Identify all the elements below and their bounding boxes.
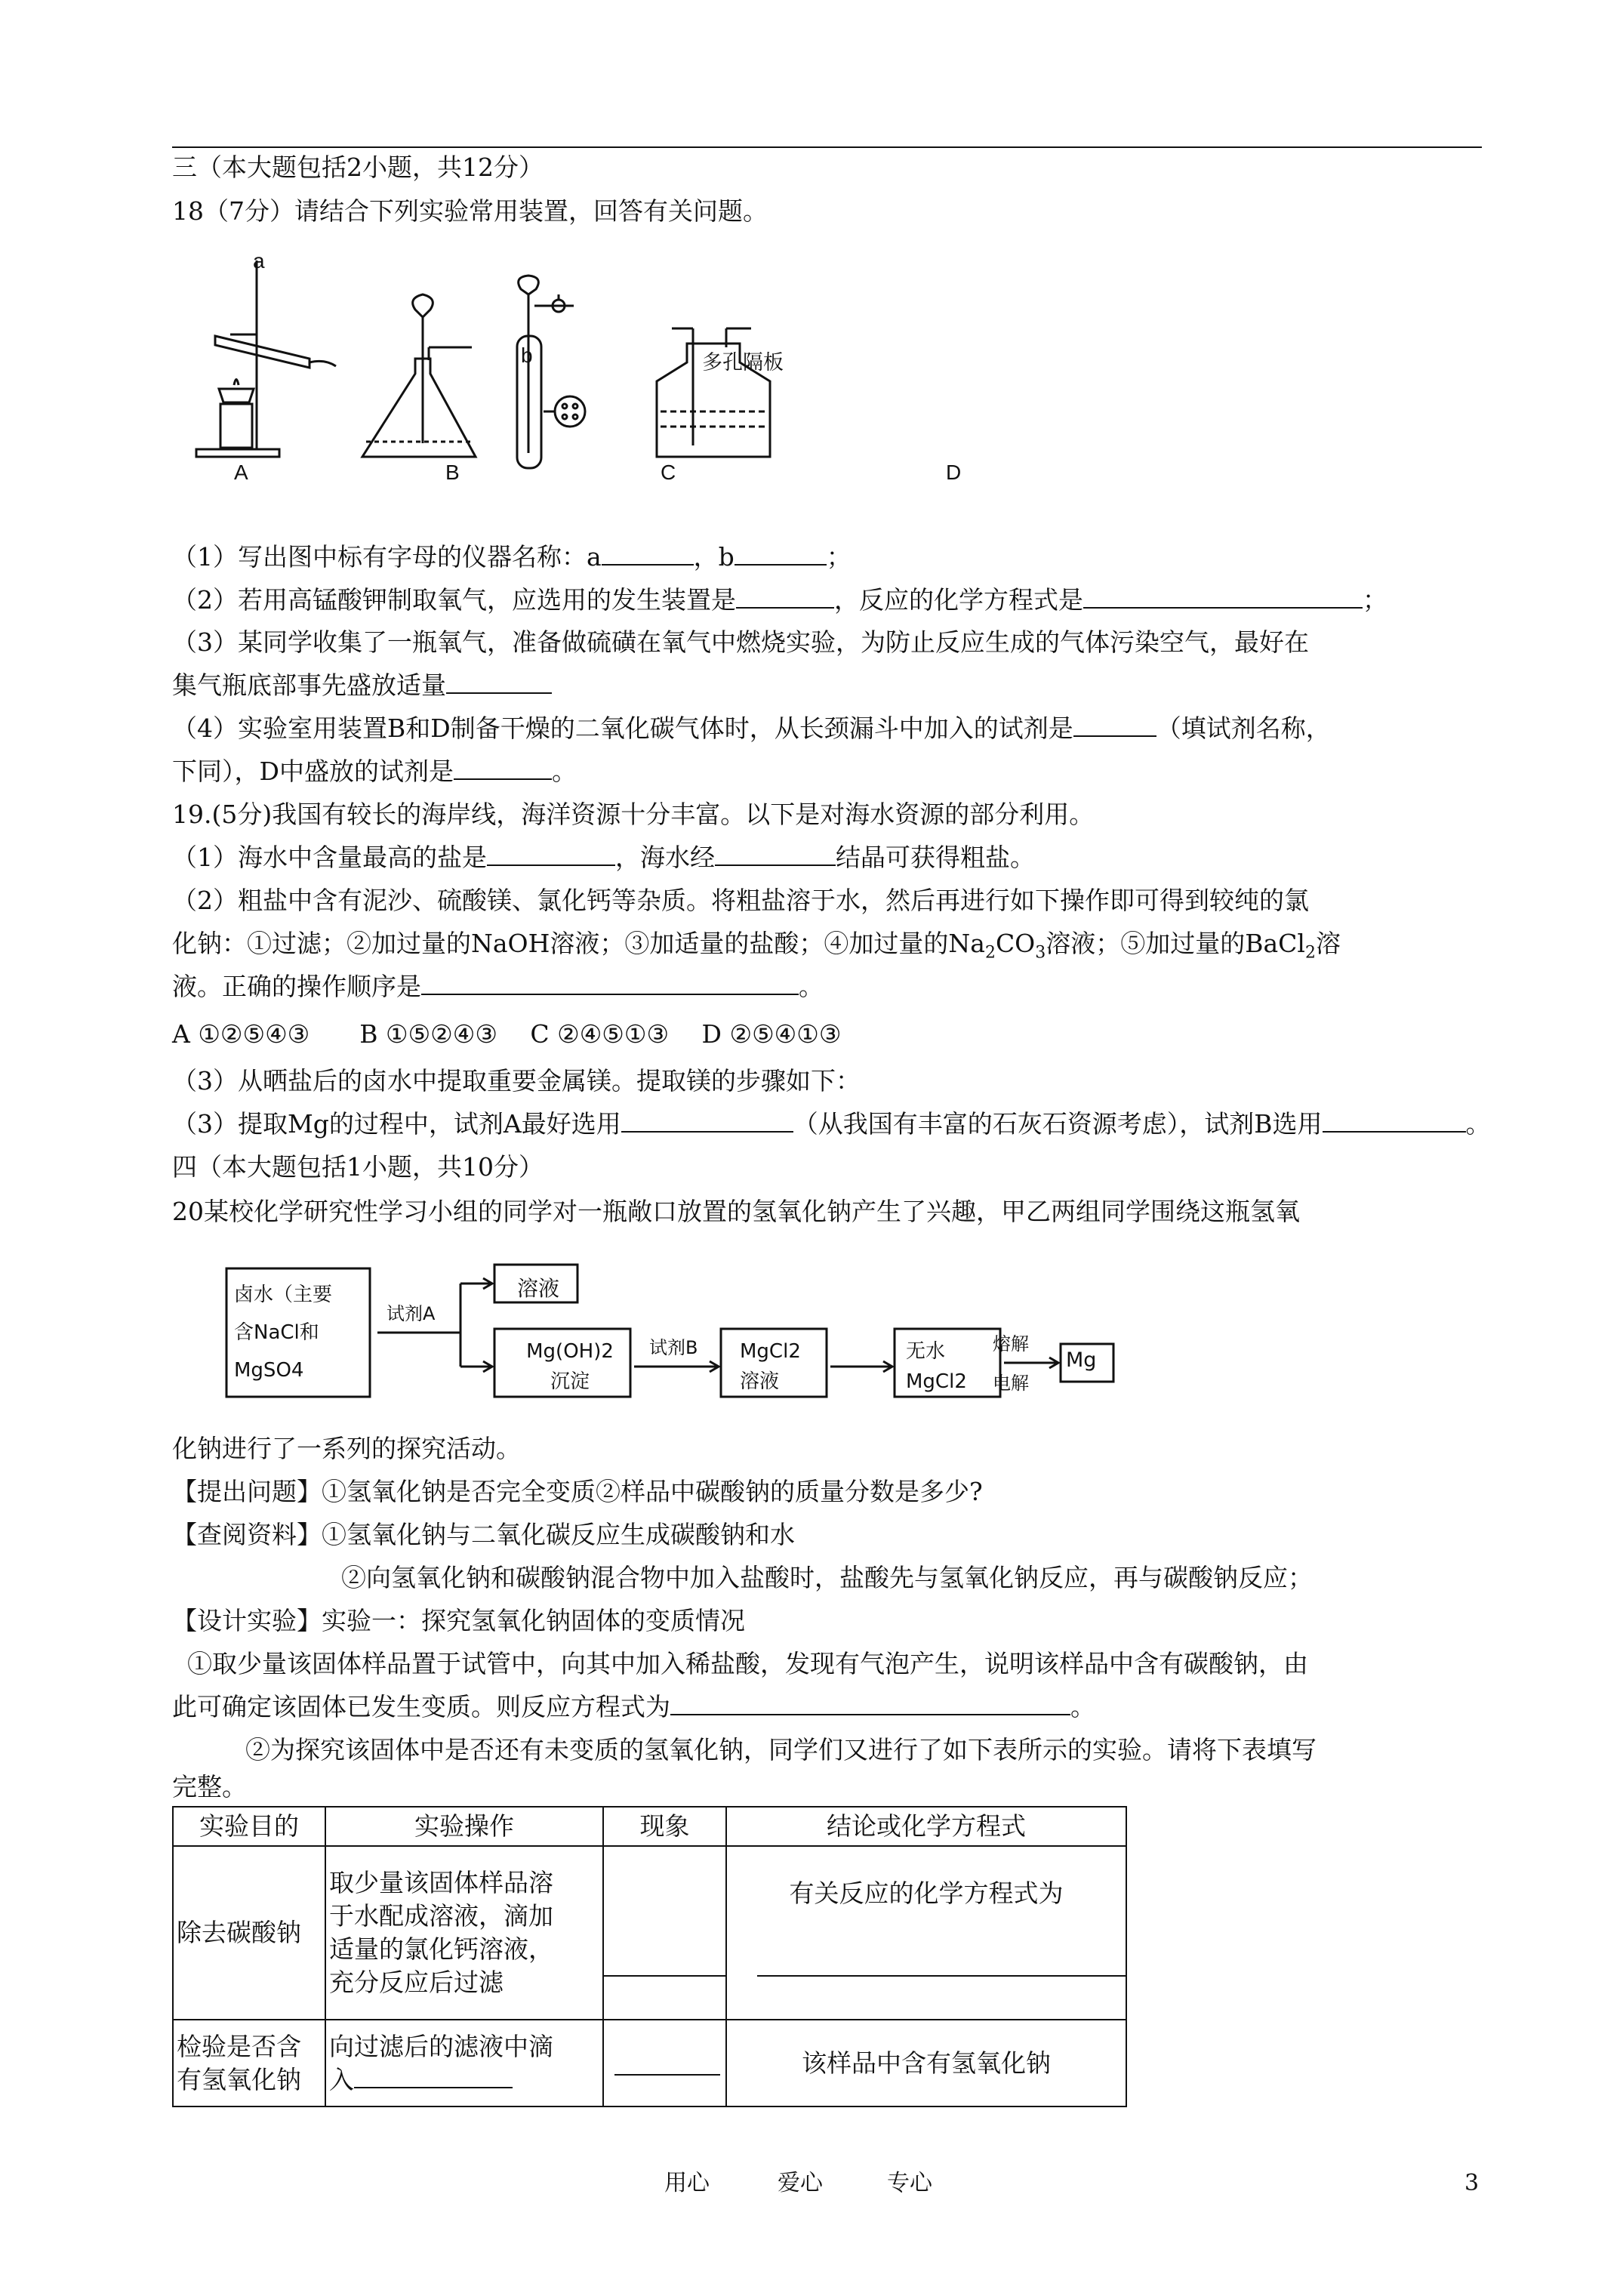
q20-question: 【提出问题】①氢氧化钠是否完全变质②样品中碳酸钠的质量分数是多少? [172, 1477, 983, 1506]
answer-blank[interactable] [446, 670, 552, 694]
answer-blank[interactable] [670, 1691, 1070, 1715]
flow-electrolysis: 电解 [993, 1373, 1029, 1394]
answer-blank[interactable] [602, 541, 694, 566]
q20-stem-b: 化钠进行了一系列的探究活动。 [172, 1434, 521, 1463]
q18-p2: （2）若用高锰酸钾制取氧气，应选用的发生装置是 ，反应的化学方程式是 ； [172, 585, 1387, 615]
q20-d2a: ②为探究该固体中是否还有未变质的氢氧化钠，同学们又进行了如下表所示的实验。请将下表填写 [245, 1735, 1317, 1764]
q19-p2a: （2）粗盐中含有泥沙、硫酸镁、氯化钙等杂质。将粗盐溶于水，然后再进行如下操作即可得到较纯的氯 [172, 886, 1309, 915]
q19-p1: （1）海水中含量最高的盐是 ，海水经 结晶可获得粗盐。 [172, 843, 1035, 872]
apparatus-figure [189, 245, 1004, 495]
q18-p3b: 集气瓶底部事先盛放适量 [172, 669, 552, 702]
q20-d2b: 完整。 [172, 1772, 247, 1801]
q19-p2c: 液。正确的操作顺序是 。 [172, 972, 824, 1001]
page-number: 3 [1464, 2170, 1480, 2196]
answer-blank[interactable] [454, 756, 552, 780]
fig-label-B: B [445, 461, 460, 484]
flow-reagent-a: 试剂A [387, 1303, 436, 1324]
q20-info-1: 【查阅资料】①氢氧化钠与二氧化碳反应生成碳酸钠和水 [172, 1520, 795, 1549]
row1-conclusion[interactable]: 有关反应的化学方程式为 [726, 1846, 1126, 2020]
q18-p1: （1）写出图中标有字母的仪器名称：a ，b ； [172, 542, 852, 572]
fig-label-A: A [234, 461, 248, 484]
footer-item: 爱心 [778, 2170, 823, 2196]
answer-blank[interactable] [735, 541, 827, 566]
row2-purpose: 检验是否含 有氢氧化钠 [173, 2020, 325, 2106]
q20-stem-a: 20某校化学研究性学习小组的同学对一瓶敞口放置的氢氧化钠产生了兴趣，甲乙两组同学围绕这瓶氢氧 [172, 1197, 1300, 1226]
q20-d1b: 此可确定该固体已发生变质。则反应方程式为 。 [172, 1692, 1095, 1721]
section-4-heading: 四（本大题包括1小题，共10分） [172, 1152, 544, 1182]
answer-blank[interactable] [621, 1108, 793, 1133]
flow-mg: Mg [1066, 1348, 1097, 1372]
footer-item: 专心 [887, 2170, 932, 2196]
row2-conclusion: 该样品中含有氢氧化钠 [726, 2020, 1126, 2106]
th-conclusion: 结论或化学方程式 [726, 1807, 1126, 1846]
answer-blank[interactable] [421, 971, 799, 995]
table-row [173, 2020, 1126, 2106]
answer-blank[interactable] [354, 2064, 513, 2088]
q19-p3b: （3）提取Mg的过程中，试剂A最好选用 （从我国有丰富的石灰石资源考虑），试剂B选用 。 [172, 1109, 1491, 1139]
th-purpose: 实验目的 [173, 1807, 325, 1846]
flow-anhydrous-mgcl2: 无水 MgCl2 [906, 1340, 967, 1393]
section-3-heading: 三（本大题包括2小题，共12分） [172, 153, 544, 182]
flow-mgcl2-solution: MgCl2 溶液 [740, 1340, 801, 1393]
answer-blank[interactable] [1083, 584, 1363, 609]
q19-p3: （3）从晒盐后的卤水中提取重要金属镁。提取镁的步骤如下： [172, 1066, 861, 1096]
row1-operation: 取少量该固体样品溶 于水配成溶液，滴加 适量的氯化钙溶液， 充分反应后过滤 [325, 1846, 603, 2020]
footer-item: 用心 [664, 2170, 710, 2196]
q20-design: 【设计实验】实验一：探究氢氧化钠固体的变质情况 [172, 1606, 745, 1635]
answer-blank[interactable] [1073, 713, 1156, 737]
q18-p4a: （4）实验室用装置B和D制备干燥的二氧化碳气体时，从长颈漏斗中加入的试剂是 （填试剂名称， [172, 713, 1331, 743]
table-row [173, 1846, 1126, 2020]
flow-reagent-b: 试剂B [649, 1337, 698, 1358]
q19-options: A ①②⑤④③ B ①⑤②④③ C ②④⑤①③ D ②⑤④①③ [172, 1019, 842, 1049]
label-a: a [253, 249, 265, 273]
q20-info-2: ②向氢氧化钠和碳酸钠混合物中加入盐酸时，盐酸先与氢氧化钠反应，再与碳酸钠反应； [341, 1563, 1313, 1592]
fig-label-C: C [661, 461, 676, 484]
q18-p4b: 下同），D中盛放的试剂是 。 [172, 757, 577, 786]
flow-brine-box: 卤水（主要 含NaCl和 MgSO4 [234, 1284, 333, 1382]
flow-precipitate: Mg(OH)2 沉淀 [526, 1340, 614, 1393]
th-operation: 实验操作 [325, 1807, 603, 1846]
top-rule [172, 146, 1482, 148]
answer-blank[interactable] [736, 584, 834, 609]
answer-blank[interactable] [487, 842, 615, 866]
flow-melt: 熔解 [993, 1333, 1029, 1354]
row2-phenomenon[interactable] [603, 2020, 726, 2106]
table-header-row [173, 1807, 1126, 1846]
q19-stem: 19.(5分)我国有较长的海岸线，海洋资源十分丰富。以下是对海水资源的部分利用。 [172, 800, 1095, 829]
row2-operation: 向过滤后的滤液中滴 入 [325, 2020, 603, 2106]
board-label: 多孔隔板 [702, 351, 784, 374]
q18-stem: 18（7分）请结合下列实验常用装置，回答有关问题。 [172, 196, 768, 226]
label-b: b [521, 344, 533, 367]
answer-blank[interactable] [1323, 1108, 1466, 1133]
q19-p2b: 化钠：①过滤；②加过量的NaOH溶液；③加适量的盐酸；④加过量的$Na_2CO_3$溶液；⑤加过量的BaCl$_2$溶 [172, 929, 1341, 963]
row1-phenomenon[interactable] [603, 1846, 726, 2020]
fig-label-D: D [946, 461, 962, 484]
th-phenomenon: 现象 [603, 1807, 726, 1846]
flow-diagram [219, 1253, 1125, 1404]
q18-p3a: （3）某同学收集了一瓶氧气，准备做硫磺在氧气中燃烧实验，为防止反应生成的气体污染空气，最好在 [172, 627, 1309, 657]
flow-solution: 溶液 [517, 1276, 560, 1301]
answer-blank[interactable] [715, 842, 836, 866]
row1-purpose: 除去碳酸钠 [173, 1846, 325, 2020]
q20-d1a: ①取少量该固体样品置于试管中，向其中加入稀盐酸，发现有气泡产生，说明该样品中含有碳酸钠，由 [187, 1649, 1308, 1678]
experiment-table [172, 1806, 1127, 2107]
